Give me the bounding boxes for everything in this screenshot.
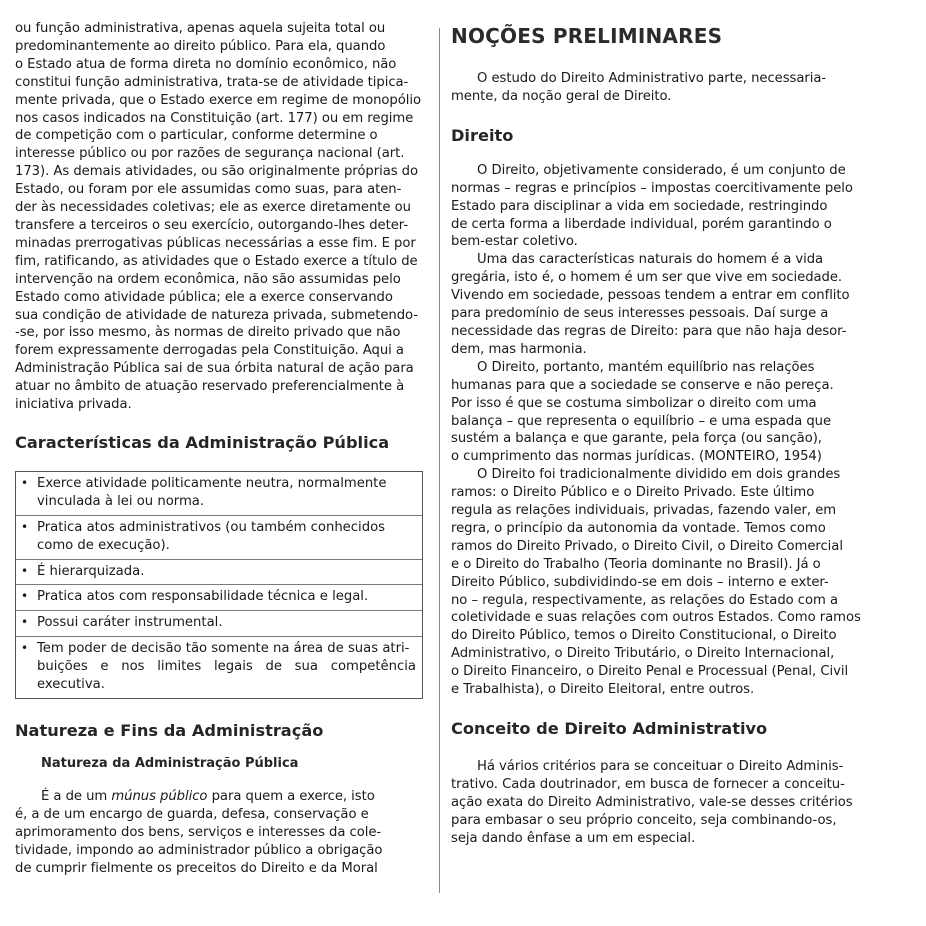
bullet-icon: • [21,475,29,490]
direito-paragraph-3: O Direito, portanto, mantém equilíbrio nas relações humanas para que a sociedade se conserve e não pereça. Por isso é que se costuma simbolizar o direito com uma balança – que representa o equilíbrio – e uma espada que sustém a balança e que garante, pela força (ou sanção), o cumprimento das normas jurídicas. (MONTEIRO, 1954) [451,359,834,465]
list-item-text: Tem poder de decisão tão somente na área de suas atri- buições e nos limites legais de sua competência executiva. [37,641,416,693]
bullet-icon: • [21,563,29,578]
conceito-paragraph-1: Há vários critérios para se conceituar o Direito Adminis- trativo. Cada doutrinador, em busca de fornecer a conceitu- ação exata do Direito Administrativo, vale-se desses critérios para embasar o seu próprio conceito, seja combinando-os, seja dando ênfase a um em especial. [451,759,853,846]
bullet-icon: • [21,641,29,656]
direito-paragraph-2: Uma das características naturais do homem é a vida gregária, isto é, o homem é um ser que vive em sociedade. Vivendo em sociedade, pessoas tendem a entrar em conflito para predomínio de seus interesses pessoais. Daí surge a necessidade das regras de Direito: para que não haja desor- dem, mas harmonia. [451,252,850,357]
direito-paragraph-4: O Direito foi tradicionalmente dividido em dois grandes ramos: o Direito Público e o Direito Privado. Este último regula as relações individuais, privadas, fazendo valer, em regra, o princípio da autonomia da vontade. Temos como ramos do Direito Privado, o Direito Civil, o Direito Comercial e o Direito do Trabalho (Teoria dominante no Brasil). Já o Direito Público, subdividindo-se em dois – interno e exter- no – regula, respectivamente, as relações do Estado com a coletividade e suas relações com outros Estados. Como ramos do Direito Público, temos o Direito Constitucional, o Direito Administrativo, o Direito Tributário, o Direito Internacional, o Direito Financeiro, o Direito Penal e Processual (Penal, Civil e Trabalhista), o Direito Eleitoral, entre outros. [451,467,861,698]
characteristics-box [15,471,423,699]
nature-heading: Natureza e Fins da Administração [15,721,324,740]
right-column [451,20,861,848]
list-item-text: Pratica atos com responsabilidade técnica e legal. [37,589,369,605]
list-item-text: Pratica atos administrativos (ou também conhecidos como de execução). [37,519,386,553]
list-item [16,584,422,610]
list-item [16,559,422,585]
nature-text-rest: para quem a exerce, isto é, a de um encargo de guarda, defesa, conservação e aprimoramento dos bens, serviços e interesses da cole- tividade, impondo ao administrador público a obrigação de cumprir fielmente os preceitos do Direito e da Moral [15,789,383,876]
column-divider [439,28,440,908]
page-title: NOÇÕES PRELIMINARES [451,24,723,48]
list-item [16,610,422,636]
list-item [16,636,422,698]
nature-paragraph [15,788,423,878]
nature-italic-term: múnus público [111,789,208,804]
right-intro-paragraph: O estudo do Direito Administrativo parte, necessaria- mente, da noção geral de Direito. [451,71,827,104]
list-item-text: Exerce atividade politicamente neutra, normalmente vinculada à lei ou norma. [37,475,387,509]
characteristics-heading: Características da Administração Pública [15,432,390,452]
bullet-icon: • [21,589,29,604]
nature-text-start: É a de um [41,789,112,804]
direito-paragraph-1: O Direito, objetivamente considerado, é um conjunto de normas – regras e princípios – impostas coercitivamente pelo Estado para disciplinar a vida em sociedade, restringindo de certa forma a liberdade individual, porém garantindo o bem-estar coletivo. [451,162,853,250]
list-item-text: Possui caráter instrumental. [37,615,223,631]
list-item-text: É hierarquizada. [37,563,145,579]
direito-heading: Direito [451,125,514,145]
conceito-heading: Conceito de Direito Administrativo [451,719,768,738]
list-item [16,472,422,515]
page-crop-edge [0,893,926,926]
bullet-icon: • [21,615,29,630]
list-item [16,515,422,559]
left-intro-paragraph: ou função administrativa, apenas aquela sujeita total ou predominantemente ao direito público. Para ela, quando o Estado atua de forma direta no domínio econômico, não constitui função administrativa, trata-se de atividade tipica- mente privada, que o Estado exerce em regime de monopólio nos casos indicados na Constituição (art. 177) ou em regime de competição com o particular, conforme determine o interesse público ou por razões de segurança nacional (art. 173). As demais atividades, ou são originalmente próprias do Estado, ou foram por ele assumidas como suas, para aten- der às necessidades coletivas; ele as exerce diretamente ou transfere a terceiros o seu exercício, outorgando-lhes deter- minadas prerrogativas públicas necessárias a esse fim. E por fim, ratificando, as atividades que o Estado exerce a título de intervenção na ordem econômica, não são assumidas pelo Estado como atividade pública; ele a exerce conservando sua condição de atividade de natureza privada, submetendo- -se, por isso mesmo, às normas de direito privado que não forem expressamente derrogadas pela Constituição. Aqui a Administração Pública sai de sua órbita natural de ação para atuar no âmbito de atuação reservado preferencialmente à iniciativa privada. [15,21,422,413]
bullet-icon: • [21,519,29,534]
left-column [15,20,423,878]
nature-subheading: Natureza da Administração Pública [41,756,299,771]
